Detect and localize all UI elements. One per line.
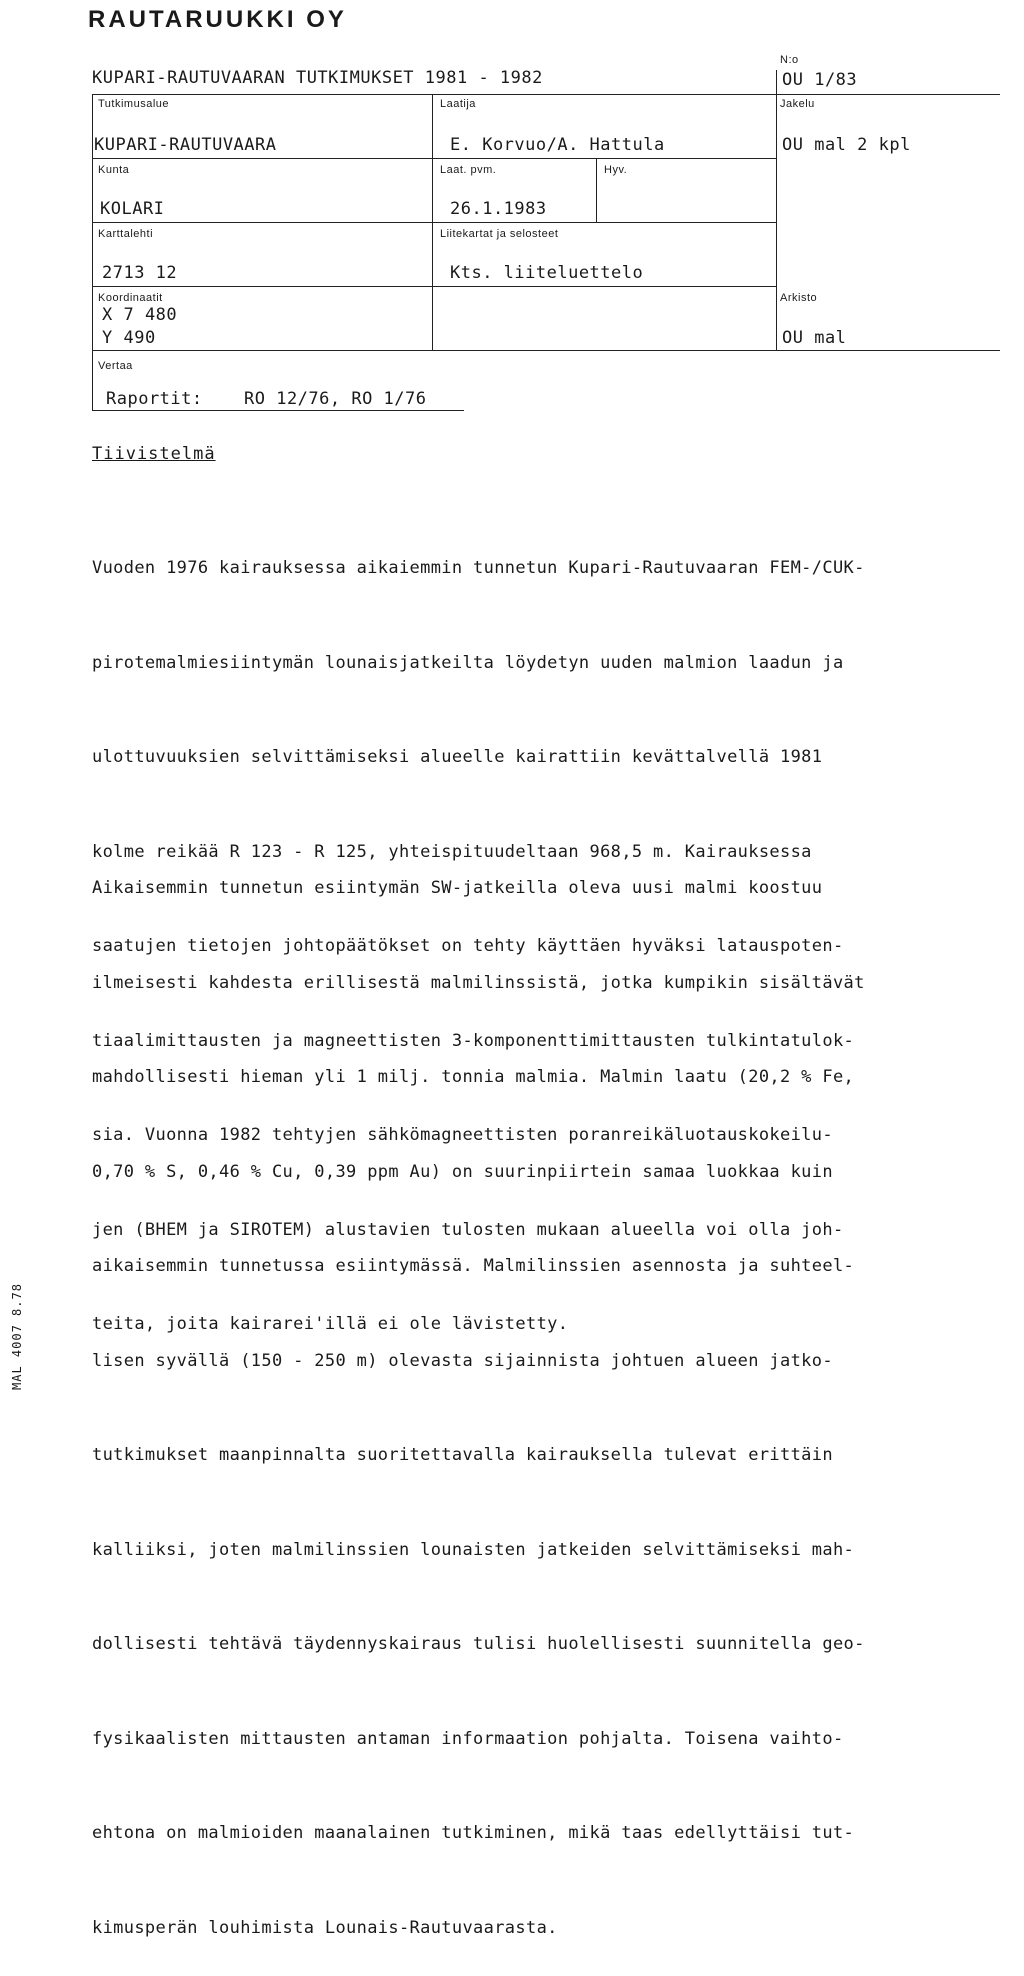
form-top-rule [92,94,1000,95]
mapsheet-value: 2713 12 [102,263,178,283]
date-value: 26.1.1983 [450,199,547,219]
approved-label: Hyv. [604,164,628,176]
archive-label: Arkisto [780,292,818,304]
summary-line: Vuoden 1976 kairauksessa aikaiemmin tunnetun Kupari-Rautuvaaran FEM-/CUK- [92,558,865,578]
report-title: KUPARI-RAUTUVAARAN TUTKIMUKSET 1981 - 1982 [92,68,543,88]
summary-line: aikaisemmin tunnetussa esiintymässä. Malmilinssien asennosta ja suhteel- [92,1256,855,1276]
summary-line: kolme reikää R 123 - R 125, yhteispituudeltaan 968,5 m. Kairauksessa [92,841,812,862]
distribution-label: Jakelu [780,98,815,110]
summary-line: ehtona on malmioiden maanalainen tutkiminen, mikä taas edellyttäisi tut- [92,1823,855,1843]
summary-line: kalliiksi, joten malmilinssien lounaisten jatkeiden selvittämiseksi mah- [92,1539,855,1560]
archive-value: OU mal [782,328,847,348]
author-label: Laatija [440,98,476,110]
summary-line: fysikaalisten mittausten antaman informaation pohjalta. Toisena vaihto- [92,1728,844,1749]
summary-line: lisen syvällä (150 - 250 m) olevasta sijainnista johtuen alueen jatko- [92,1350,833,1371]
form-date-divider [596,158,597,222]
distribution-value: OU mal 2 kpl [782,135,911,155]
summary-line: sia. Vuonna 1982 tehtyjen sähkömagneettisten poranreikäluotauskokeilu- [92,1125,833,1145]
coordinate-x: X 7 480 [102,305,178,325]
summary-line: pirotemalmiesiintymän lounaisjatkeilta löydetyn uuden malmion laadun ja [92,652,844,673]
summary-line: mahdollisesti hieman yli 1 milj. tonnia malmia. Malmin laatu (20,2 % Fe, [92,1067,855,1087]
attachments-value: Kts. liiteluettelo [450,263,644,283]
coordinate-y: Y 490 [102,328,156,348]
compare-label: Vertaa [98,360,133,372]
summary-line: jen (BHEM ja SIROTEM) alustavien tulosten mukaan alueella voi olla joh- [92,1219,844,1240]
summary-line: ilmeisesti kahdesta erillisestä malmilinssistä, jotka kumpikin sisältävät [92,972,865,993]
area-label: Tutkimusalue [98,98,170,110]
summary-line: Aikaisemmin tunnetun esiintymän SW-jatkeilla oleva uusi malmi koostuu [92,878,823,898]
date-label: Laat. pvm. [440,164,497,176]
form-left-border [92,94,93,410]
company-name: RAUTARUUKKI OY [88,6,347,33]
summary-line: tiaalimittausten ja magneettisten 3-komponenttimittausten tulkintatulok- [92,1030,855,1051]
coordinates-label: Koordinaatit [98,292,163,304]
form-code: MAL 4007 8.78 [10,1283,24,1390]
report-number: OU 1/83 [782,70,858,90]
form-rule-4 [92,286,776,287]
summary-paragraph-2 [92,810,1022,1976]
report-number-label: N:o [780,54,799,66]
author-value: E. Korvuo/A. Hattula [450,135,665,155]
summary-line: dollisesti tehtävä täydennyskairaus tulisi huolellisesti suunnitella geo- [92,1634,865,1654]
summary-line: tutkimukset maanpinnalta suoritettavalla kairauksella tulevat erittäin [92,1445,833,1465]
mapsheet-label: Karttalehti [98,228,154,240]
area-value: KUPARI-RAUTUVAARA [94,135,277,155]
form-rule-2 [92,158,776,159]
form-bottom-rule [92,410,464,411]
summary-line: kimusperän louhimista Lounais-Rautuvaarasta. [92,1917,558,1938]
summary-heading: Tiivistelmä [92,444,216,464]
municipality-value: KOLARI [100,199,165,219]
summary-line: ulottuvuuksien selvittämiseksi alueelle kairattiin kevättalvellä 1981 [92,747,823,767]
form-right-divider [776,70,777,350]
summary-line: teita, joita kairarei'illä ei ole lävistetty. [92,1314,569,1334]
summary-line: 0,70 % S, 0,46 % Cu, 0,39 ppm Au) on suurinpiirtein samaa luokkaa kuin [92,1161,833,1182]
municipality-label: Kunta [98,164,130,176]
reports-label: Raportit: [106,389,203,409]
form-rule-3 [92,222,776,223]
attachments-label: Liitekartat ja selosteet [440,228,559,240]
reports-value: RO 12/76, RO 1/76 [244,389,427,409]
form-rule-5 [92,350,1000,351]
summary-line: saatujen tietojen johtopäätökset on tehty käyttäen hyväksi latauspoten- [92,936,844,956]
